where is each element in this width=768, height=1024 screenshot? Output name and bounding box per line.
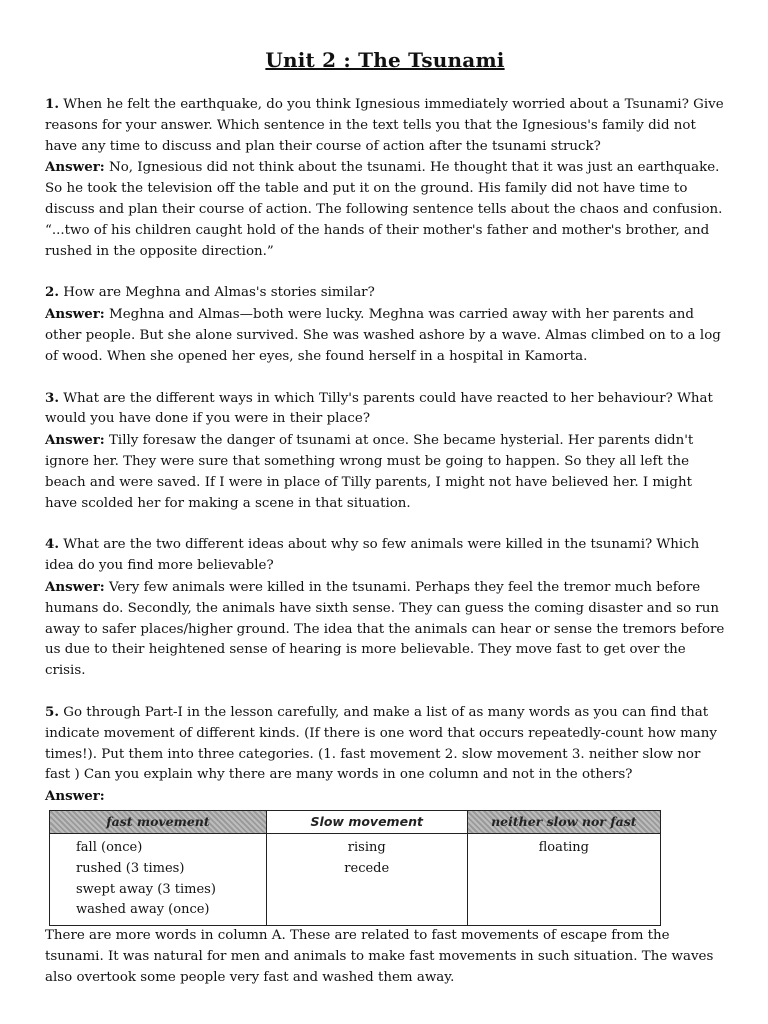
- answer-text: Tilly foresaw the danger of tsunami at once. She became hysterial. Her parents didn't ignore her. They were sure that something wrong must be going to happen. So they all left the beach and were saved. If I were in place of Tilly parents, I might not have believed her. I might have scolded her for making a scene in that situation.: [45, 433, 694, 511]
- question-number: 4.: [45, 536, 59, 553]
- answer-text: Meghna and Almas—both were lucky. Meghna was carried away with her parents and other people. But she alone survived. She was washed ashore by a wave. Almas climbed on to a log of wood. When she opened her eyes, she found herself in a hospital in Kamorta.: [45, 307, 721, 364]
- question-text: What are the different ways in which Tilly's parents could have reacted to her behaviour? What would you have done if you were in their place?: [45, 390, 713, 427]
- answer-label: Answer:: [45, 159, 105, 176]
- table-header-row: [50, 810, 661, 833]
- list-item: fall (once): [76, 839, 143, 855]
- question-number: 2.: [45, 284, 59, 301]
- answer-2: [45, 304, 725, 367]
- list-item: washed away (once): [76, 902, 210, 918]
- question-block-2: [45, 282, 725, 367]
- answer-label: Answer:: [45, 578, 105, 595]
- header-fast-movement: fast movement: [50, 810, 267, 833]
- table-row: [50, 833, 661, 925]
- answer-label: Answer:: [45, 306, 105, 323]
- question-text: How are Meghna and Almas's stories similar?: [63, 285, 375, 301]
- slow-movement-cell: [266, 833, 467, 925]
- question-text: When he felt the earthquake, do you think Ignesious immediately worried about a Tsunami? Give reasons for your answer. Which sentence in the text tells you that the Ignesious's family did not have any time to discuss and plan their course of action after the tsunami struck?: [45, 97, 724, 154]
- list-item: rising: [347, 839, 386, 855]
- document-page: [45, 48, 725, 988]
- answer-text: Very few animals were killed in the tsunami. Perhaps they feel the tremor much before humans do. Secondly, the animals have sixth sense. They can guess the coming disaster and so run away to safer places/higher ground. The idea that the animals can hear or sense the tremors before us due to their heightened sense of hearing is more believable. They move fast to get over the crisis.: [45, 579, 725, 679]
- question-3: [45, 388, 725, 431]
- page-title: Unit 2 : The Tsunami: [265, 48, 505, 72]
- list-item: recede: [344, 860, 390, 876]
- list-item: swept away (3 times): [76, 881, 216, 897]
- fast-movement-cell: [50, 833, 267, 925]
- answer-5-explanation: There are more words in column A. These are related to fast movements of escape from the tsunami. It was natural for men and animals to make fast movements in such situation. The waves also overtook some people very fast and washed them away.: [45, 928, 714, 985]
- question-block-3: [45, 388, 725, 515]
- question-2: [45, 282, 725, 304]
- question-number: 1.: [45, 96, 59, 112]
- header-neither-slow-nor-fast: neither slow nor fast: [467, 810, 660, 833]
- answer-3: [45, 430, 725, 514]
- question-text: What are the two different ideas about why so few animals were killed in the tsunami? Which idea do you find more believable?: [45, 537, 700, 574]
- question-block-4: [45, 534, 725, 682]
- neither-movement-cell: [467, 833, 660, 925]
- question-1: [45, 94, 725, 157]
- movement-table: [49, 810, 661, 926]
- movement-table-wrapper: [49, 810, 661, 926]
- answer-text: No, Ignesious did not think about the tsunami. He thought that it was just an earthquake. So he took the television off the table and put it on the ground. His family did not have time to discuss and plan their course of action. The following sentence tells about the chaos and confusion. “...two of his children caught hold of the hands of their mother's father and mother's brother, and rushed in the opposite direction.”: [45, 160, 723, 259]
- question-4: [45, 534, 725, 577]
- question-number: 5.: [45, 703, 59, 720]
- question-number: 3.: [45, 389, 59, 406]
- answer-label: Answer:: [45, 432, 105, 449]
- answer-1: [45, 157, 725, 262]
- list-item: floating: [538, 839, 589, 855]
- answer-label: Answer:: [45, 788, 105, 805]
- question-text: Go through Part-I in the lesson carefully, and make a list of as many words as you can find that indicate movement of different kinds. (If there is one word that occurs repeatedly-count how many times!). Put them into three categories. (1. fast movement 2. slow movement 3. neither slow nor fast ) Can you explain why there are many words in one column and not in the others?: [45, 704, 717, 783]
- answer-5: [45, 786, 725, 808]
- question-block-1: [45, 94, 725, 262]
- answer-4: [45, 577, 725, 682]
- question-5: [45, 702, 725, 786]
- list-item: rushed (3 times): [76, 860, 185, 876]
- header-slow-movement: Slow movement: [266, 810, 467, 833]
- question-block-5: [45, 702, 725, 989]
